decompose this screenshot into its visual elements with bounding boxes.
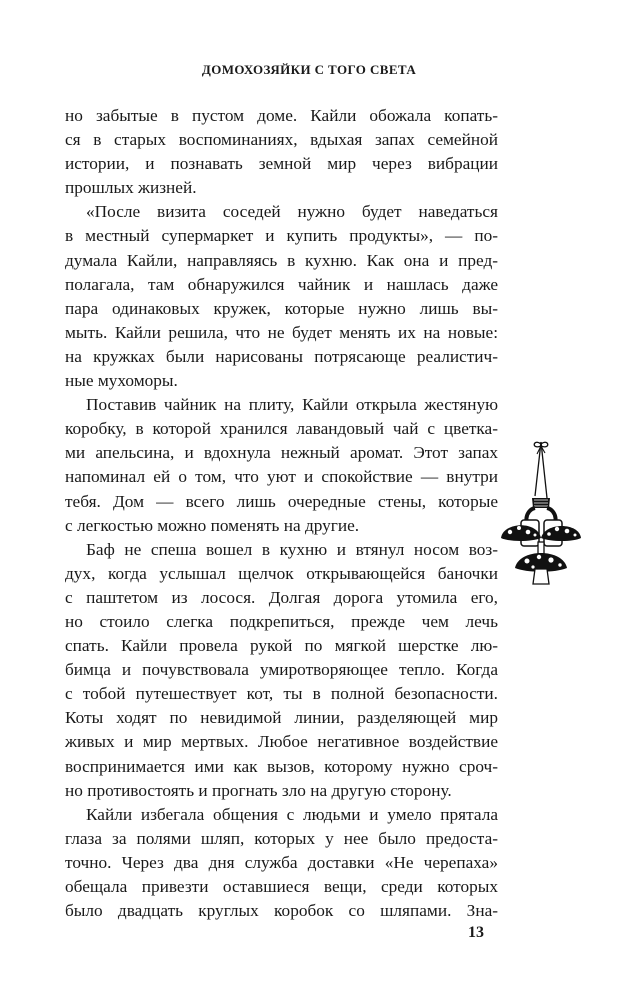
text-line: Кайли избегала общения с людьми и умело прятала <box>86 804 498 824</box>
text-line: ные мухоморы. <box>65 371 178 391</box>
hanging-mushroom-mugs-icon <box>497 438 585 588</box>
text-line: глаза за полями шляп, которых у нее было предоста- <box>65 828 498 848</box>
body-text <box>65 104 498 923</box>
text-line: ся в старых воспоминаниях, вдыхая запах семейной <box>65 130 498 150</box>
text-line: напоминал ей о том, что уют и спокойствие — внутри <box>65 467 498 487</box>
text-line: «После визита соседей нужно будет наведаться <box>86 202 498 222</box>
text-line: думала Кайли, направляясь в кухню. Как она и пред- <box>65 250 498 270</box>
text-line: пара одинаковых кружек, которые нужно лишь вы- <box>65 298 498 318</box>
text-line: но забытые в пустом доме. Кайли обожала копать- <box>65 106 498 125</box>
text-line: с легкостью можно поменять на другие. <box>65 515 360 535</box>
text-line: коробку, в которой хранился лавандовый чай с цветка- <box>65 419 498 439</box>
page-number: 13 <box>468 924 484 941</box>
text-line: обещала привезти оставшиеся вещи, среди которых <box>65 877 498 896</box>
text-line: точно. Через два дня служба доставки «Не черепаха» <box>65 852 498 872</box>
text-line: в местный супермаркет и купить продукты», — по- <box>65 226 498 246</box>
text-line: было двадцать круглых коробок со шляпами. Зна- <box>65 901 498 921</box>
text-line: спать. Кайли провела рукой по мягкой шерстке лю- <box>65 636 498 656</box>
text-line: с тобой путешествует кот, ты в полной безопасности. <box>65 684 498 704</box>
text-line: прошлых жизней. <box>65 178 197 198</box>
text-line: Поставив чайник на плиту, Кайли открыла жестяную <box>86 395 498 415</box>
text-line: дух, когда услышал щелчок открывающейся баночки <box>65 563 498 583</box>
text-line: Коты ходят по невидимой линии, разделяющей мир <box>65 708 498 728</box>
running-header: ДОМОХОЗЯЙКИ С ТОГО СВЕТА <box>201 62 417 77</box>
text-line: тебя. Дом — всего лишь очередные стены, которые <box>65 491 498 511</box>
text-line: воспринимается ими как вызов, которому нужно сроч- <box>65 756 498 776</box>
text-line: с паштетом из лосося. Долгая дорога утомила его, <box>65 587 498 607</box>
text-line: истории, и познавать земной мир через вибрации <box>65 154 498 174</box>
text-line: ми апельсина, и вдохнула нежный аромат. Этот запах <box>65 443 498 463</box>
text-line: живых и мир мертвых. Любое негативное воздействие <box>65 732 498 752</box>
text-line: мыть. Кайли решила, что не будет менять их на новые: <box>65 322 498 342</box>
text-line: Баф не спеша вошел в кухню и втянул носом воз- <box>86 539 498 559</box>
text-line: на кружках были нарисованы потрясающе реалистич- <box>65 346 498 366</box>
text-line: но стоило слегка подкрепиться, прежде чем лечь <box>65 611 498 631</box>
text-line: но противостоять и прогнать зло на другую сторону. <box>65 780 452 800</box>
text-line: полагала, там обнаружился чайник и нашлась даже <box>65 274 498 294</box>
text-line: бимца и почувствовала умиротворяющее тепло. Когда <box>65 660 498 680</box>
